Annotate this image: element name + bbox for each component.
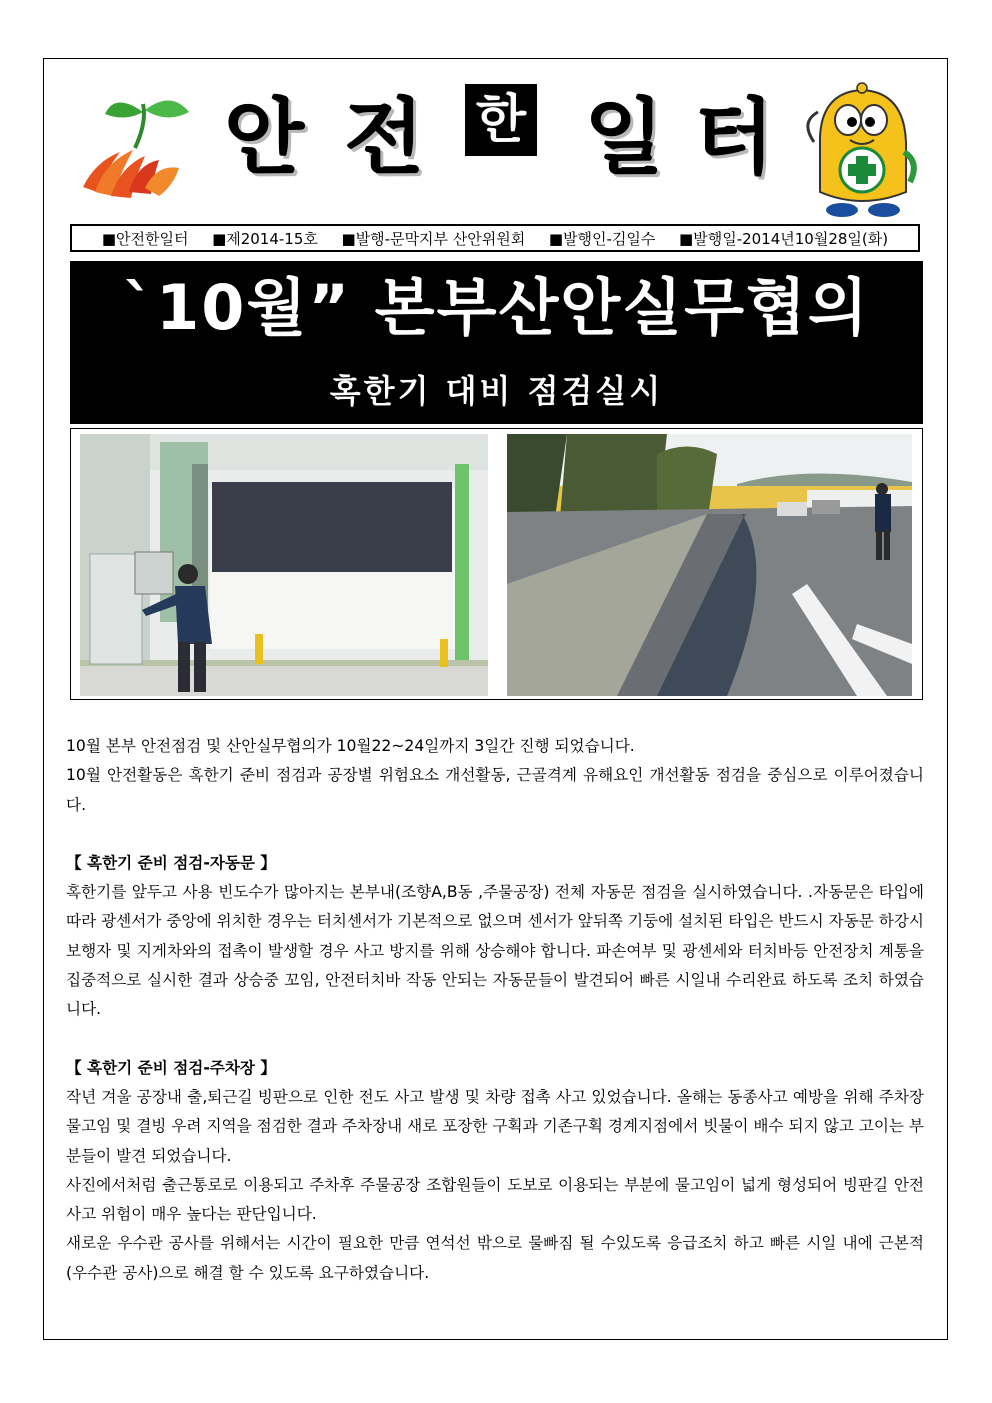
safety-helmet-mascot-icon [800, 82, 925, 222]
section-heading-parking-lot: 【 혹한기 준비 점검-주차장 】 [66, 1058, 277, 1077]
title-char-3-boxed: 한 [465, 84, 537, 156]
info-publication-name: ■안전한일터 [101, 229, 189, 248]
section-parking-lot-text-1: 작년 겨울 공장내 출,퇴근길 빙판으로 인한 전도 사고 발생 및 차량 접촉 사고 있었습니다. 올해는 동종사고 예방을 위해 주차장 물고임 및 결빙 우려 지역을 점검한 결과 주차장내 새로 포장한 구획과 기존구획 경계지점에서 빗물이 배수 되지 않고 고이는 부분들이 발견 되었습니다. [66, 1087, 924, 1165]
article-body [66, 732, 924, 1288]
section-heading-automatic-door: 【 혹한기 준비 점검-자동문 】 [66, 853, 277, 872]
info-issue-number: ■제2014-15호 [212, 229, 318, 248]
intro-paragraph-2: 10월 안전활동은 혹한기 준비 점검과 공장별 위험요소 개선활동, 근골격계 유해요인 개선활동 점검을 중심으로 이루어졌습니다. [66, 766, 924, 814]
info-publisher: ■발행-문막지부 산안위원회 [341, 229, 526, 248]
title-char-5: 터 [695, 91, 775, 186]
headline-banner [70, 261, 923, 424]
section-automatic-door-text: 혹한기를 앞두고 사용 빈도수가 많아지는 본부내(조향A,B동 ,주물공장) 전체 자동문 점검을 실시하였습니다. .자동문은 타입에 따라 광센서가 중앙에 위치한 경우는 터치센서가 기본적으로 없으며 센서가 앞뒤쪽 기둥에 설치된 타입은 반드시 자동문 하강시 보행자 및 지게차와의 접촉이 발생할 경우 사고 방지를 위해 상승해야 합니다. 파손여부 및 광센세와 터치바등 안전장치 계통을 집중적으로 실시한 결과 상승중 꼬임, 안전터치바 작동 안되는 자동문들이 발견되어 빠른 시일내 수리완료 하도록 조치 하였습니다. [66, 883, 924, 1019]
parking-lot-water-pooling-photo [507, 434, 912, 696]
title-char-1: 안 [225, 91, 305, 186]
seedling-logo-icon [75, 92, 207, 202]
info-issue-date: ■발행일-2014년10월28일(화) [679, 229, 889, 248]
photo-panel [70, 428, 923, 700]
worker-inspecting-automatic-door-photo [80, 434, 488, 696]
section-parking-lot-text-2: 사진에서처럼 출근통로로 이용되고 주차후 주물공장 조합원들이 도보로 이용되는 부분에 물고임이 넓게 형성되어 빙판길 안전사고 위험이 매우 높다는 판단입니다. [66, 1175, 924, 1224]
headline-title: `10월” 본부산안실무협의 [123, 271, 870, 344]
section-parking-lot-text-3: 새로운 우수관 공사를 위해서는 시간이 필요한 만큼 연석선 밖으로 물빠짐 될 수있도록 응급조치 하고 빠른 시일 내에 근본적(우수관 공사)으로 해결 할 수 있도록 요구하였습니다. [66, 1234, 924, 1282]
intro-paragraph-1: 10월 본부 안전점검 및 산안실무협의가 10월22~24일까지 3일간 진행 되었습니다. [66, 737, 635, 755]
info-issuer: ■발행인-김일수 [548, 229, 656, 248]
title-char-4: 일 [585, 91, 665, 186]
issue-info-bar [70, 224, 920, 252]
title-char-2: 전 [345, 91, 425, 186]
newsletter-title [225, 78, 785, 198]
headline-subtitle: 혹한기 대비 점검실시 [329, 372, 664, 410]
